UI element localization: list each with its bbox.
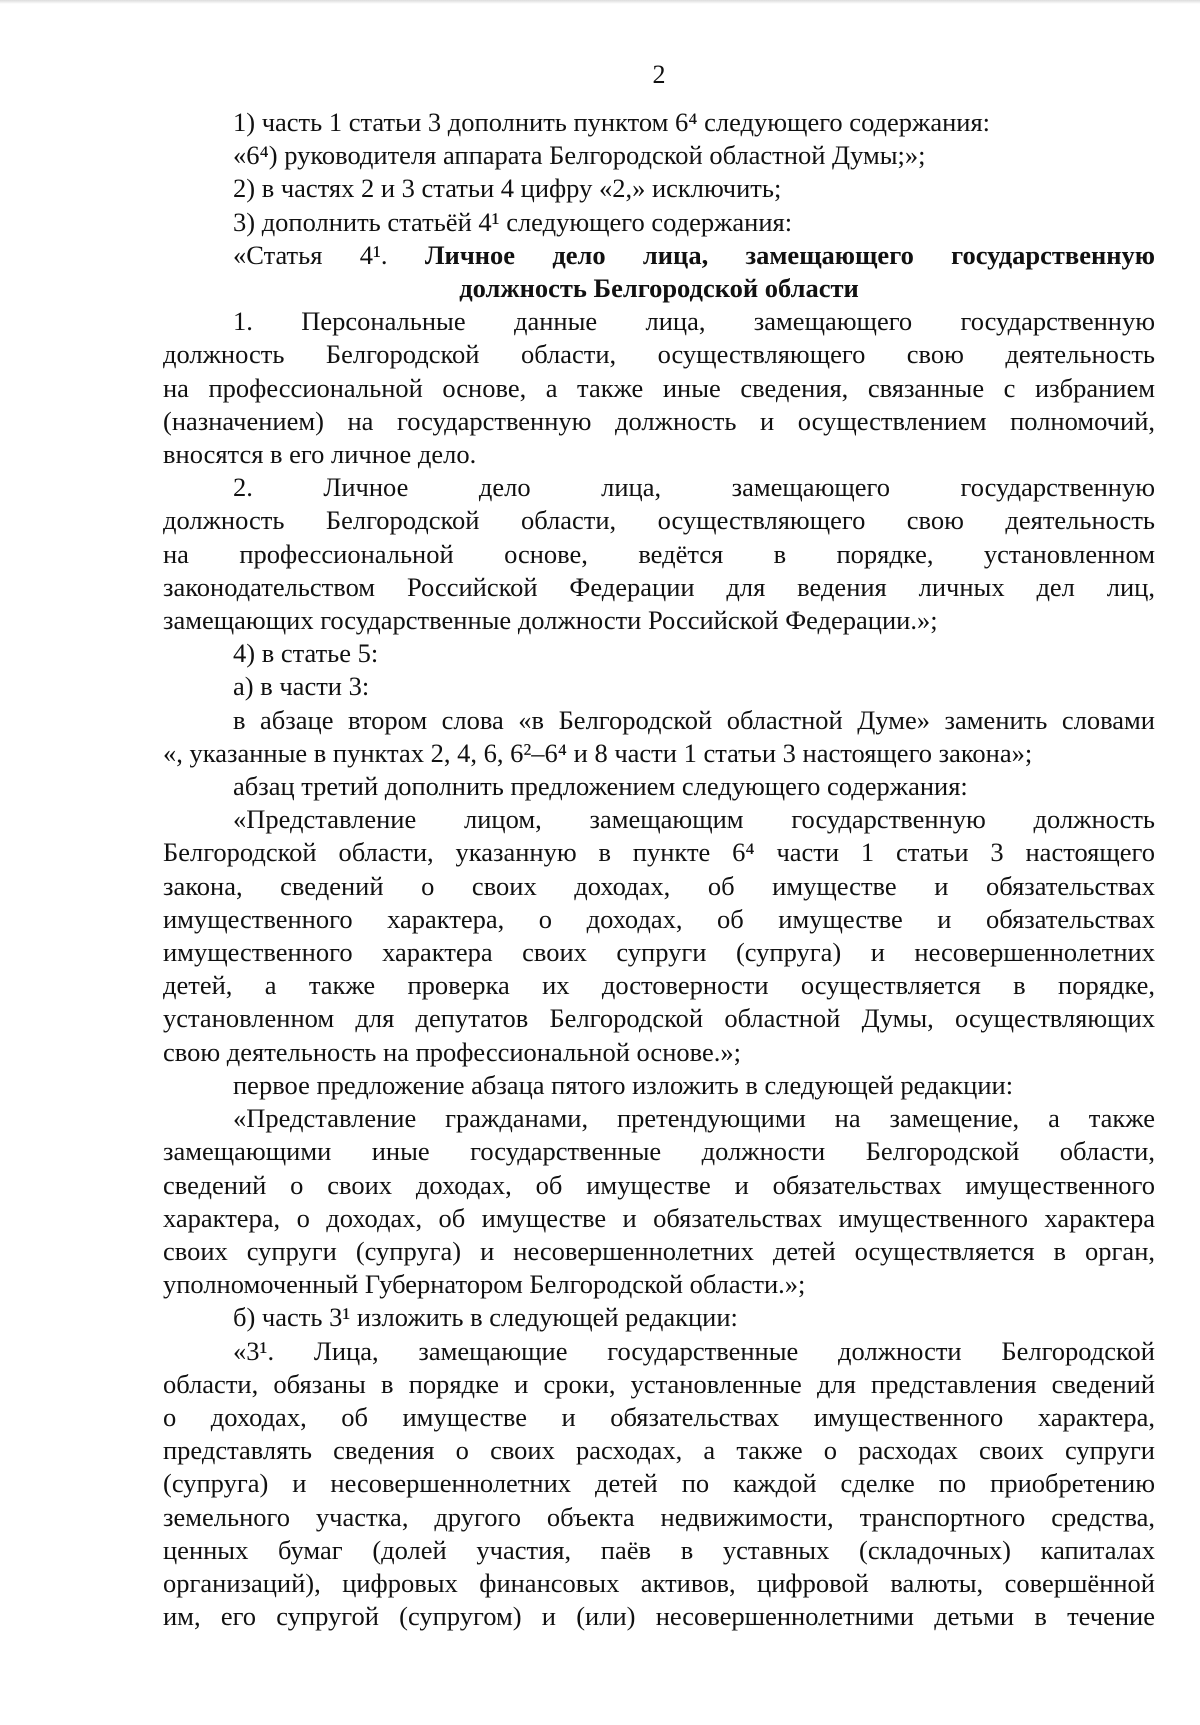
text-line — [163, 1135, 1155, 1168]
line-text: 1. Персональные данные лица, замещающего государственную — [233, 306, 1155, 337]
text-line — [163, 538, 1155, 571]
line-text: 3) дополнить статьёй 4¹ следующего содержания: — [233, 206, 793, 237]
line-text: установленном для депутатов Белгородской областной Думы, осуществляющих — [163, 1003, 1155, 1034]
text-line — [163, 604, 1155, 637]
line-text: им, его супругой (супругом) и (или) несовершеннолетними детьми в течение — [163, 1601, 1155, 1632]
line-text: характера, о доходах, об имуществе и обязательствах имущественного характера — [163, 1202, 1155, 1233]
text-line — [163, 1368, 1155, 1401]
line-text: на профессиональной основе, ведётся в порядке, установленном — [163, 538, 1155, 569]
text-line — [163, 438, 1155, 471]
text-line — [163, 1434, 1155, 1467]
line-text: 4) в статье 5: — [233, 638, 379, 669]
line-text: (назначением) на государственную должность и осуществлением полномочий, — [163, 405, 1155, 436]
text-line — [163, 372, 1155, 405]
line-text: 1) часть 1 статьи 3 дополнить пунктом 6⁴ следующего содержания: — [233, 107, 991, 137]
text-line — [163, 1335, 1155, 1368]
line-text: абзац третий дополнить предложением следующего содержания: — [233, 771, 968, 802]
line-text: замещающими иные государственные должности Белгородской области, — [163, 1136, 1155, 1167]
line-text: «, указанные в пунктах 2, 4, 6, 6²–6⁴ и 8 части 1 статьи 3 настоящего закона»; — [163, 737, 1033, 768]
text-line — [163, 1534, 1155, 1567]
text-line — [163, 206, 1155, 239]
text-line — [163, 969, 1155, 1002]
line-text: «3¹. Лица, замещающие государственные должности Белгородской — [233, 1335, 1155, 1366]
text-line — [163, 1567, 1155, 1600]
line-text: замещающих государственные должности Российской Федерации.»; — [163, 605, 938, 636]
text-line — [163, 1169, 1155, 1202]
line-text: должность Белгородской области, осуществляющего свою деятельность — [163, 505, 1155, 536]
text-line — [163, 1235, 1155, 1268]
text-line — [163, 504, 1155, 537]
text-line — [163, 1069, 1155, 1102]
text-line — [163, 1301, 1155, 1334]
text-line — [163, 936, 1155, 969]
article-heading-prefix: «Статья 4¹. — [233, 239, 425, 270]
text-line — [163, 471, 1155, 504]
text-line — [163, 1002, 1155, 1035]
line-text: имущественного характера, о доходах, об имуществе и обязательствах — [163, 903, 1155, 934]
line-text: в абзаце втором слова «в Белгородской областной Думе» заменить словами — [233, 704, 1155, 735]
line-text: своих супруги (супруга) и несовершеннолетних детей осуществляется в орган, — [163, 1235, 1155, 1266]
text-line — [163, 106, 1155, 139]
line-text: имущественного характера своих супруги (супруга) и несовершеннолетних — [163, 937, 1155, 968]
line-text: области, обязаны в порядке и сроки, установленные для представления сведений — [163, 1368, 1155, 1399]
page-number: 2 — [652, 60, 666, 89]
text-line — [163, 305, 1155, 338]
text-line — [163, 1268, 1155, 1301]
text-line — [163, 1036, 1155, 1069]
line-text: сведений о своих доходах, об имуществе и обязательствах имущественного — [163, 1169, 1155, 1200]
line-text: закона, сведений о своих доходах, об имуществе и обязательствах — [163, 870, 1155, 901]
text-line — [163, 803, 1155, 836]
text-line — [163, 338, 1155, 371]
line-text: «Представление лицом, замещающим государственную должность — [233, 804, 1155, 835]
text-line — [163, 704, 1155, 737]
line-text: а) в части 3: — [233, 671, 370, 702]
text-line — [163, 1600, 1155, 1633]
line-text: 2. Личное дело лица, замещающего государственную — [233, 472, 1155, 503]
line-text: свою деятельность на профессиональной основе.»; — [163, 1036, 741, 1067]
text-line — [163, 1102, 1155, 1135]
text-line — [163, 405, 1155, 438]
text-line — [163, 637, 1155, 670]
line-text: «Представление гражданами, претендующими на замещение, а также — [233, 1103, 1155, 1134]
line-text: б) часть 3¹ изложить в следующей редакции: — [233, 1302, 738, 1333]
line-text: ценных бумаг (долей участия, паёв в уставных (складочных) капиталах — [163, 1534, 1155, 1565]
text-line — [163, 737, 1155, 770]
text-line — [163, 571, 1155, 604]
text-line — [163, 139, 1155, 172]
line-text: детей, а также проверка их достоверности осуществляется в порядке, — [163, 970, 1155, 1001]
line-text: уполномоченный Губернатором Белгородской области.»; — [163, 1269, 806, 1300]
line-text: 2) в частях 2 и 3 статьи 4 цифру «2,» исключить; — [233, 173, 782, 204]
text-line — [163, 172, 1155, 205]
text-line — [163, 1467, 1155, 1500]
text-line — [163, 1401, 1155, 1434]
line-text: земельного участка, другого объекта недвижимости, транспортного средства, — [163, 1501, 1155, 1532]
line-text: вносятся в его личное дело. — [163, 439, 477, 470]
text-line — [163, 1202, 1155, 1235]
line-text: о доходах, об имуществе и обязательствах имущественного характера, — [163, 1401, 1155, 1432]
line-text: представлять сведения о своих расходах, а также о расходах своих супруги — [163, 1435, 1155, 1466]
scan-edge — [0, 0, 1200, 4]
article-heading-title: должность Белгородской области — [459, 273, 859, 304]
line-text: (супруга) и несовершеннолетних детей по каждой сделке по приобретению — [163, 1468, 1155, 1499]
text-line — [163, 670, 1155, 703]
text-line — [163, 903, 1155, 936]
text-line — [163, 272, 1155, 305]
text-line — [163, 239, 1155, 272]
text-line — [163, 870, 1155, 903]
text-line — [163, 1501, 1155, 1534]
line-text: Белгородской области, указанную в пункте 6⁴ части 1 статьи 3 настоящего — [163, 837, 1155, 868]
line-text: первое предложение абзаца пятого изложить в следующей редакции: — [233, 1069, 1014, 1100]
line-text: на профессиональной основе, а также иные сведения, связанные с избранием — [163, 372, 1155, 403]
document-body — [163, 106, 1155, 1633]
article-heading-title: Личное дело лица, замещающего государственную — [424, 239, 1156, 270]
line-text: законодательством Российской Федерации для ведения личных дел лиц, — [163, 571, 1155, 602]
text-line — [163, 836, 1155, 869]
line-text: должность Белгородской области, осуществляющего свою деятельность — [163, 339, 1155, 370]
line-text: организаций), цифровых финансовых активов, цифровой валюты, совершённой — [163, 1567, 1155, 1598]
text-line — [163, 770, 1155, 803]
line-text: «6⁴) руководителя аппарата Белгородской областной Думы;»; — [233, 140, 926, 171]
